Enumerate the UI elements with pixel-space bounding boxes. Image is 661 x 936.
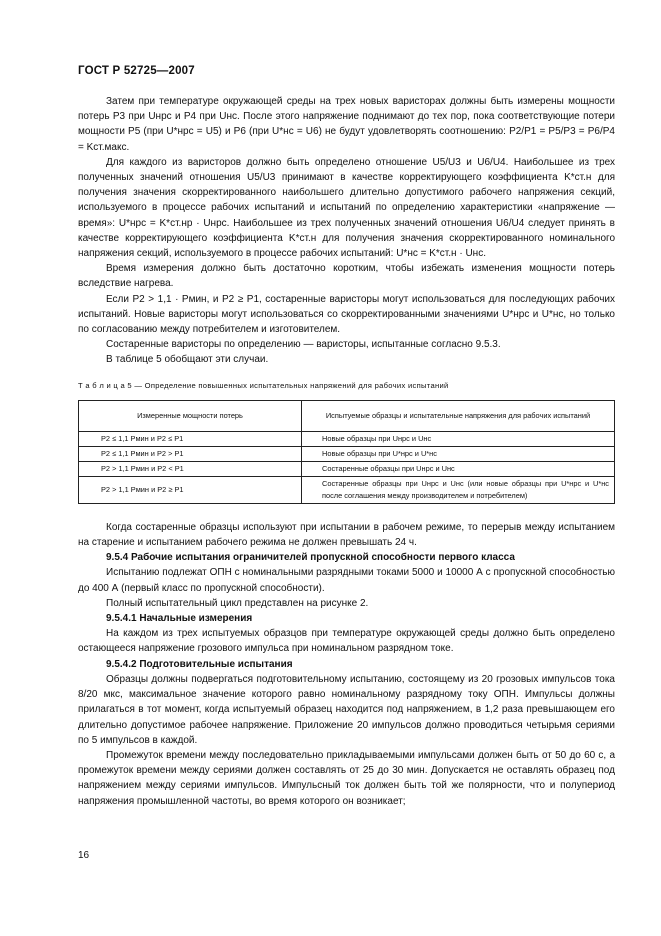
table-row [79, 461, 615, 476]
table-caption: Т а б л и ц а 5 — Определение повышенных испытательных напряжений для рабочих испытаний [78, 380, 449, 390]
table-cell: P2 > 1,1 Pмин и P2 ≥ P1 [79, 476, 302, 503]
table-cell: Состаренные образцы при Uнрс и Uнс (или новые образцы при U*нрс и U*нс после соглашения между производителем и потребителем) [302, 476, 615, 503]
table-5 [78, 400, 615, 504]
paragraph: Затем при температуре окружающей среды на трех новых варисторах должны быть измерены мощности потерь P3 при Uнрс и P4 при Uнс. После этого напряжение поднимают до тех пор, пока соответствующие потери мощности P5 (при U*нрс = U5) и P6 (при U*нс = U6) не будут удовлетворять соотношению: P2/P1 = P5/P3 = P6/P4 = Kст.макс. [78, 96, 615, 153]
table-cell: P2 ≤ 1,1 Pмин и P2 ≤ P1 [79, 431, 302, 446]
table-cell: P2 > 1,1 Pмин и P2 < P1 [79, 461, 302, 476]
table-header-cell: Испытуемые образцы и испытательные напряжения для рабочих испытаний [302, 400, 615, 431]
table-row [79, 446, 615, 461]
page-number: 16 [78, 850, 90, 861]
document-header: ГОСТ Р 52725—2007 [78, 65, 195, 77]
table-cell: Состаренные образцы при Uнрс и Uнс [302, 461, 615, 476]
paragraph: Полный испытательный цикл представлен на рисунке 2. [106, 597, 369, 609]
paragraph: Если P2 > 1,1 · Pмин, и P2 ≥ P1, состаренные варисторы могут использоваться для последующих рабочих испытаний. Новые варисторы могут использоваться со скорректированными значениями U*нрс и U*нс, но только по согласованию между потребителем и изготовителем. [78, 293, 615, 336]
section-heading: 9.5.4.1 Начальные измерения [106, 613, 253, 625]
table-header-row [79, 400, 615, 431]
paragraph: Промежуток времени между последовательно прикладываемыми импульсами должен быть от 50 до 60 с, а промежуток времени между сериями должен составлять от 25 до 30 мин. Допускается не оставлять образец под напряжением между сериями импульсов. Импульсный ток должен быть той же полярности, что и полупериод напряжения промышленной частоты, во время которого он возникает; [78, 749, 615, 807]
table-cell: Новые образцы при U*нрс и U*нс [302, 446, 615, 461]
paragraph: Образцы должны подвергаться подготовительному испытанию, состоящему из 20 грозовых импульсов тока 8/20 мкс, максимальное значение которого равно номинальному разрядному току ОПН. Импульсы должны прилагаться в тот момент, когда испытуемый образец находится под напряжением, в 1,2 раза превышающем его длительно допустимое рабочее напряжение. Приложение 20 импульсов должно проводиться четырьмя сериями по 5 импульсов в каждой. [78, 673, 615, 746]
body-text [78, 94, 615, 809]
paragraph: Для каждого из варисторов должно быть определено отношение U5/U3 и U6/U4. Наибольшее из трех полученных значений отношения U5/U3 принимают в качестве корректирующего коэффициента K*ст.н для получения значения скорректированного наибольшего длительно допустимого рабочего напряжения секций, используемого в процессе рабочих испытаний и испытаний по определению характеристики «напряжение — время»: U*нрс = K*ст.нр · Uнрс. Наибольшее из трех полученных значений отношения U6/U4 следует принять в качестве корректирующего коэффициента K*ст.н для получения значения скорректированного номинального напряжения секций, используемого в процессе рабочих испытаний: U*нс = K*ст.н · Uнс. [78, 156, 615, 260]
table-row [79, 476, 615, 503]
paragraph: Когда состаренные образцы используют при испытании в рабочем режиме, то перерыв между испытанием на старение и испытанием рабочего режима не должен превышать 24 ч. [78, 521, 615, 549]
paragraph: В таблице 5 обобщают эти случаи. [106, 354, 269, 366]
paragraph: Состаренные варисторы по определению — варисторы, испытанные согласно 9.5.3. [106, 339, 501, 351]
table-row [79, 431, 615, 446]
section-heading: 9.5.4 Рабочие испытания ограничителей пропускной способности первого класса [106, 552, 515, 564]
table-cell: P2 ≤ 1,1 Pмин и P2 > P1 [79, 446, 302, 461]
paragraph: Испытанию подлежат ОПН с номинальными разрядными токами 5000 и 10000 А с пропускной способностью до 400 А (первый класс по пропускной способности). [78, 567, 615, 594]
table-header-cell: Измеренные мощности потерь [79, 400, 302, 431]
table-cell: Новые образцы при Uнрс и Uнс [302, 431, 615, 446]
paragraph: Время измерения должно быть достаточно коротким, чтобы избежать изменения мощности потерь вследствие нагрева. [78, 263, 615, 290]
section-heading: 9.5.4.2 Подготовительные испытания [106, 658, 293, 670]
paragraph: На каждом из трех испытуемых образцов при температуре окружающей среды должно быть определено остающееся напряжение грозового импульса при номинальном разрядном токе. [78, 628, 615, 655]
